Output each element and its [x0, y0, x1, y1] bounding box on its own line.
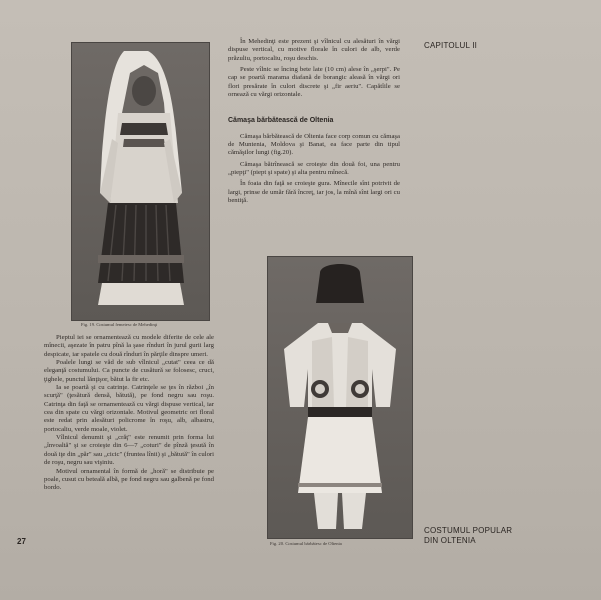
- paragraph: În Mehedinţi este prezent şi vîlnicul cu alesături în vărgi dispuse vertical, cu motive florale în culori de alb, verde prăzuliu, portocaliu, roşu deschis.: [228, 38, 400, 62]
- figure-19-photo: [71, 42, 210, 321]
- left-text-column: [44, 334, 214, 493]
- section-heading: Cămaşa bărbătească de Oltenia: [228, 117, 334, 125]
- chapter-label: CAPITOLUL II: [424, 41, 478, 50]
- paragraph: Ia se poartă şi cu catrinţe. Catrinţele se ţes în război „în scurţă" (ţesătură densă, bătută), pe fond negru sau roşu. Catrinţa din faţă se ornamentează cu vărgi dispuse vertical, iar cea din spate cu vărgi orizontale. Motivul geometric ori floral este redat prin alesături policrome în roşu, alb, albastru, portocaliu, verde moale, violet.: [44, 384, 214, 433]
- mens-costume-illustration: [268, 257, 412, 538]
- paragraph: În foaia din faţă se croieşte gura. Mînecile sînt potrivit de largi, prinse de umăr fără încreţ, iar jos, la mînă sînt largi ori cu bentiţă.: [228, 180, 400, 205]
- section-title: [424, 526, 512, 546]
- paragraph: Peste vîlnic se încing bete late (10 cm) alese în „şerpi". Pe cap se poartă marama diafană de borangic aleasă în vărgi ori flori presărate în culori discrete şi „fir aeriu". Capătîile se ornează cu vărgi orizontale.: [228, 66, 400, 99]
- paragraph: Motivul ornamental în formă de „horă" se distribuie pe poale, cusut cu beteală albă, pe fond negru sau galbenă pe fond bordo.: [44, 467, 214, 492]
- section-title-line: DIN OLTENIA: [424, 536, 476, 545]
- paragraph: Cămaşa bărbătească de Oltenia face corp comun cu cămaşa de Muntenia, Moldova şi Banat, ea face parte din tipul cămăşilor lungi (fig.20).: [228, 132, 400, 157]
- right-text-column: [228, 38, 400, 206]
- paragraph: Pieptul iei se ornamentează cu modele diferite de cele ale mînecii, aşezate în patru pînă la şase rînduri în jurul gurii larg despicate, iar spatele cu două rînduri în părţile dinspre umeri.: [44, 334, 214, 358]
- figure-20-photo: [267, 256, 413, 539]
- section-title-line: COSTUMUL POPULAR: [424, 526, 513, 535]
- figure-20-caption: Fig. 20. Costumul bărbătesc de Oltenia: [270, 541, 342, 546]
- paragraph: Poalele lungi se văd de sub vîlnicul „cutat" ceea ce dă eleganţă costumului. Ca puncte de cusătură se folosesc, cruci, ţighele, punctul lănţişor, bătut la fir etc.: [44, 359, 214, 383]
- paragraph: Cămaşa bătrînească se croieşte din două foi, una pentru „piepţi" (piept şi spate) şi alta pentru mînecă.: [228, 160, 400, 177]
- paragraph: Vîlnicul denumit şi „crăţ" este renumit prin forma lui „învoaltă" şi se croieşte din 6—7 „coturi" de pînză ţesută în două iţe din „păr" sau „cicic" (fruntea lînii) şi „bătută" în culori de roşu, negru sau vişiniu.: [44, 434, 214, 467]
- womens-costume-illustration: [72, 43, 209, 320]
- page-number: 27: [17, 537, 26, 546]
- figure-19-caption: Fig. 19. Costumul femeiesc de Mehedinţi: [81, 322, 158, 327]
